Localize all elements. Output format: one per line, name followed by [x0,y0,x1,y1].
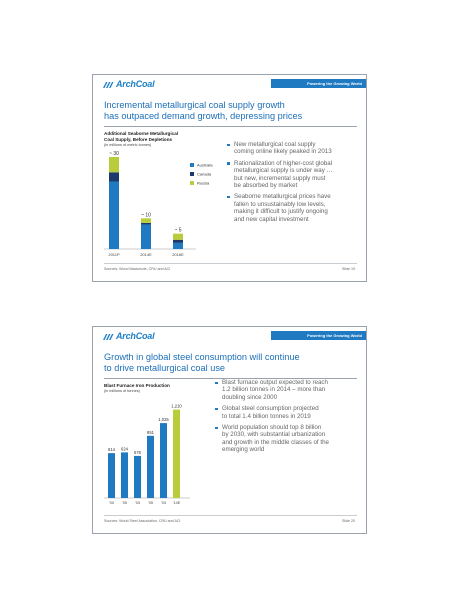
bullet-line: by 2030, with substantial urbanization [222,431,326,439]
tagline-bar [271,331,366,340]
chart-title [104,131,178,142]
bar-segment-russia [141,218,151,223]
legend-swatch [190,181,194,185]
bullet-line: New metallurgical coal supply [234,141,316,148]
data-label: 1,210 [171,403,182,409]
bullet-line: metallurgical supply is under way … [234,167,333,175]
source-note: Sources: Wood Mackenzie, CRU and ACI [104,267,171,271]
title-line: to drive metallurgical coal use [104,363,226,373]
title-line: Incremental metallurgical coal supply growth [104,100,285,110]
iron-production-chart [104,395,209,513]
legend-label: Australia [197,162,213,168]
tick-label: 2014E [140,252,152,257]
slide-number: Slide 20 [342,519,355,523]
data-label: 576 [134,449,141,455]
footer-divider [104,263,357,264]
tagline: Powering the Growing World [307,333,362,338]
legend-swatch [190,163,194,167]
logo-text: ArchCoal [116,331,155,341]
tagline-bar [271,79,366,88]
tick-label: '05 [122,501,127,505]
data-label: 1,025 [158,417,169,423]
slide-20 [92,326,367,534]
chart-title-line: Blast Furnace Iron Production [104,383,170,388]
bar-segment-canada [141,223,151,225]
bar [160,423,167,498]
bullet-item [215,405,365,420]
bullet-line: and growth in the middle classes of the [222,438,329,446]
legend-label: Canada [197,171,212,177]
chart-title-line: Additional Seaborne Metallurgical [104,131,179,136]
total-label: ~ 5 [174,227,182,234]
total-label: ~ 30 [109,151,119,157]
bullet-line: Rationalization of higher-cost global [234,159,333,167]
slide-header [93,75,366,92]
bullet-list [215,379,365,458]
title-line: has outpaced demand growth, depressing prices [104,111,303,121]
tick-label: '03 [161,501,166,505]
tagline: Powering the Growing World [307,81,362,86]
bullet-line: emerging world [222,446,265,454]
bullet-line: doubling since 2000 [222,393,278,401]
bar [134,456,141,498]
tick-label: 2011P [108,252,120,257]
bullet-line: Global steel consumption projected [222,405,319,413]
slide-header [93,327,366,344]
bullet-line: fallen to unsustainably low levels, [234,200,326,208]
archcoal-logo-icon [102,331,114,341]
tick-label: '03 [135,501,140,505]
chart-unit: (in millions of tonnes) [104,389,140,393]
company-logo [102,330,154,342]
title-line: Growth in global steel consumption will continue [104,352,300,362]
tick-label: 2016E [172,252,184,257]
company-logo [102,78,154,90]
bullet-line: but new, incremental supply must [234,174,326,182]
slide-title [104,100,359,122]
bullet-line: World population should top 8 billion [222,424,322,432]
bar [121,452,128,498]
chart-title-line: Coal Supply, Before Depletions [104,136,173,142]
bullet-line: 1.2 billion tonnes in 2014 – more than [222,386,326,394]
data-label: 614 [108,447,115,453]
legend-label: Russia [197,180,210,186]
source-note: Sources: World Steel Association, CRU and ACI [104,519,181,523]
bar [147,436,154,498]
tick-label: '05 [148,501,153,505]
tick-label: '14E [172,501,181,505]
bullet-item [227,141,367,156]
bar-segment-canada [109,172,119,181]
bullet-item [215,379,365,401]
bullet-line: coming online likely peaked in 2013 [234,148,332,156]
supply-chart [104,149,219,261]
footer-divider [104,515,357,516]
bar-segment-australia [141,224,151,249]
bullet-line: making it difficult to justify ongoing [234,208,328,216]
bar-segment-australia [173,243,183,249]
bar-segment-russia [173,234,183,240]
bullet-item [227,193,367,223]
bullet-line: Seaborne metallurgical prices have [234,193,331,201]
tick-label: '00 [109,501,114,505]
bullet-line: be absorbed by market [234,182,298,190]
logo-text: ArchCoal [116,79,155,89]
slide-number: Slide 19 [342,267,355,271]
slide-19 [92,74,367,282]
chart-unit: (in millions of metric tonnes) [104,143,152,147]
bullet-line: to total 1.4 billion tonnes in 2019 [222,412,311,420]
chart-title [104,383,170,389]
data-label: 624 [121,446,128,452]
bullet-item [215,424,365,454]
bullet-item [227,160,367,190]
title-divider [104,126,357,127]
data-label: 851 [147,429,154,435]
bar [173,410,180,498]
archcoal-logo-icon [102,79,114,89]
slide-title [104,352,359,374]
bar-segment-russia [109,157,119,172]
bar-segment-canada [173,240,183,243]
bar-segment-australia [109,182,119,249]
bar [108,453,115,498]
bullet-line: Blast furnace output expected to reach [222,379,328,386]
bullet-line: and new capital investment [234,215,309,223]
bullet-list [227,141,367,227]
total-label: ~ 10 [141,212,151,219]
legend-swatch [190,172,194,176]
